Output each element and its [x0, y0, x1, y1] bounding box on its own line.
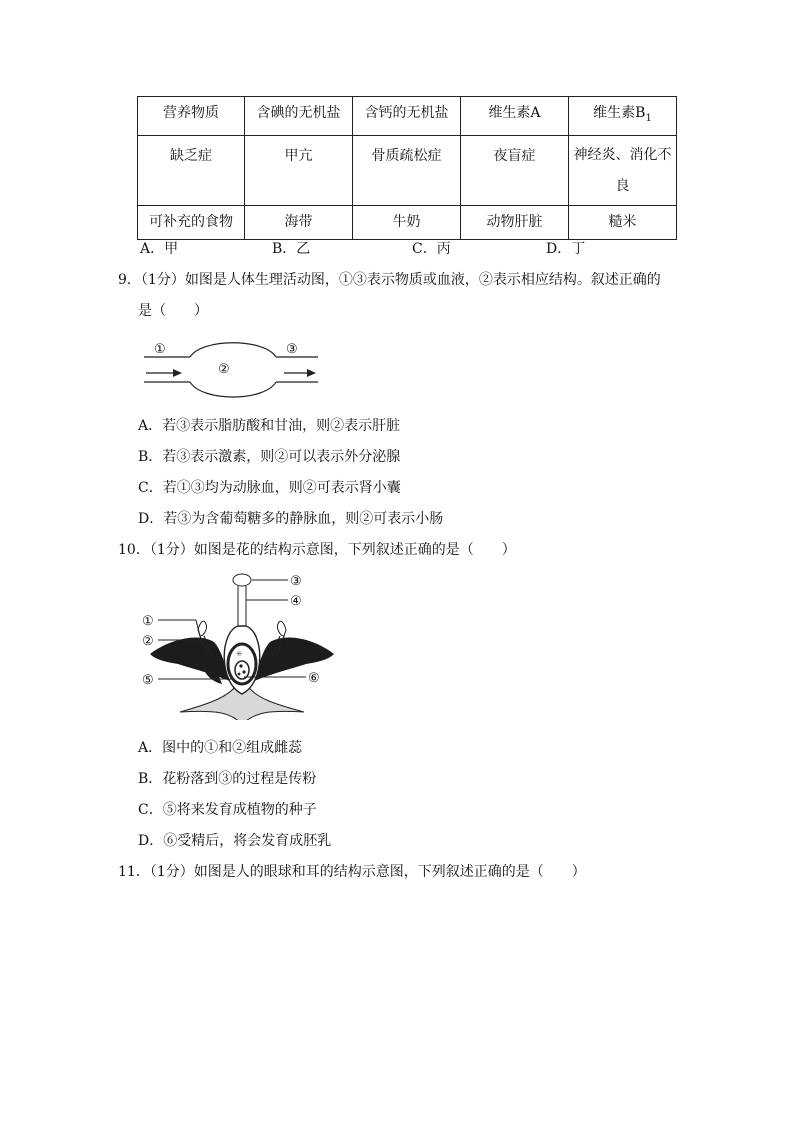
diagram-label-2: ② — [218, 362, 230, 377]
vitamin-b-label: 维生素B — [593, 105, 646, 121]
q9-option-c[interactable]: C．若①③均为动脉血，则②可表示肾小囊 — [138, 480, 401, 496]
q9-organ-diagram — [140, 336, 325, 404]
q11-stem: 11．（1分）如图是人的眼球和耳的结构示意图，下列叙述正确的是（ ） — [118, 864, 586, 880]
q8-option-c[interactable]: C．丙 — [412, 241, 451, 257]
table-cell: 甲亢 — [245, 135, 353, 205]
table-cell: 牛奶 — [353, 205, 461, 239]
flower-label-5: ⑤ — [142, 673, 154, 688]
table-cell: 骨质疏松症 — [353, 135, 461, 205]
q8-option-b[interactable]: B．乙 — [272, 241, 311, 257]
diagram-label-3: ③ — [286, 342, 298, 357]
q10-option-c[interactable]: C．⑤将来发育成植物的种子 — [138, 802, 317, 818]
q10-stem: 10．（1分）如图是花的结构示意图，下列叙述正确的是（ ） — [118, 542, 516, 558]
svg-text:ꔠ: ꔠ — [236, 650, 243, 658]
table-cell: 可补充的食物 — [138, 205, 245, 239]
flower-label-3: ③ — [290, 574, 302, 589]
flower-label-6: ⑥ — [308, 671, 320, 686]
q9-option-b[interactable]: B．若③表示激素，则②可以表示外分泌腺 — [138, 449, 401, 465]
q9-stem-line2: 是（ ） — [138, 303, 208, 319]
flower-label-4: ④ — [290, 594, 302, 609]
nutrition-table — [137, 96, 677, 240]
q10-option-a[interactable]: A．图中的①和②组成雌蕊 — [138, 740, 303, 756]
q8-option-d[interactable]: D．丁 — [546, 241, 586, 257]
q9-option-d[interactable]: D．若③为含葡萄糖多的静脉血，则②可表示小肠 — [138, 511, 444, 527]
table-cell: 缺乏症 — [138, 135, 245, 205]
table-cell: 夜盲症 — [461, 135, 569, 205]
vitamin-b-subscript: 1 — [645, 112, 652, 124]
table-row — [138, 135, 677, 205]
q9-option-a[interactable]: A．若③表示脂肪酸和甘油，则②表示肝脏 — [138, 418, 401, 434]
q10-option-b[interactable]: B．花粉落到③的过程是传粉 — [138, 771, 317, 787]
table-cell: 含钙的无机盐 — [353, 97, 461, 136]
diagram-label-1: ① — [154, 342, 166, 357]
table-cell — [569, 97, 677, 136]
table-cell: 维生素A — [461, 97, 569, 136]
table-cell: 含碘的无机盐 — [245, 97, 353, 136]
table-cell: 海带 — [245, 205, 353, 239]
q8-option-a[interactable]: A．甲 — [140, 241, 179, 257]
table-cell: 糙米 — [569, 205, 677, 239]
flower-label-1: ① — [142, 614, 154, 629]
q8-options — [140, 238, 700, 260]
table-cell: 营养物质 — [138, 97, 245, 136]
flower-structure-diagram — [138, 570, 338, 720]
table-row — [138, 97, 677, 136]
q9-stem-line1: 9．（1分）如图是人体生理活动图，①③表示物质或血液，②表示相应结构。叙述正确的 — [118, 272, 661, 288]
q10-option-d[interactable]: D．⑥受精后，将会发育成胚乳 — [138, 833, 332, 849]
table-cell: 动物肝脏 — [461, 205, 569, 239]
flower-label-2: ② — [142, 634, 154, 649]
table-cell: 神经炎、消化不良 — [569, 135, 677, 205]
table-row — [138, 205, 677, 239]
